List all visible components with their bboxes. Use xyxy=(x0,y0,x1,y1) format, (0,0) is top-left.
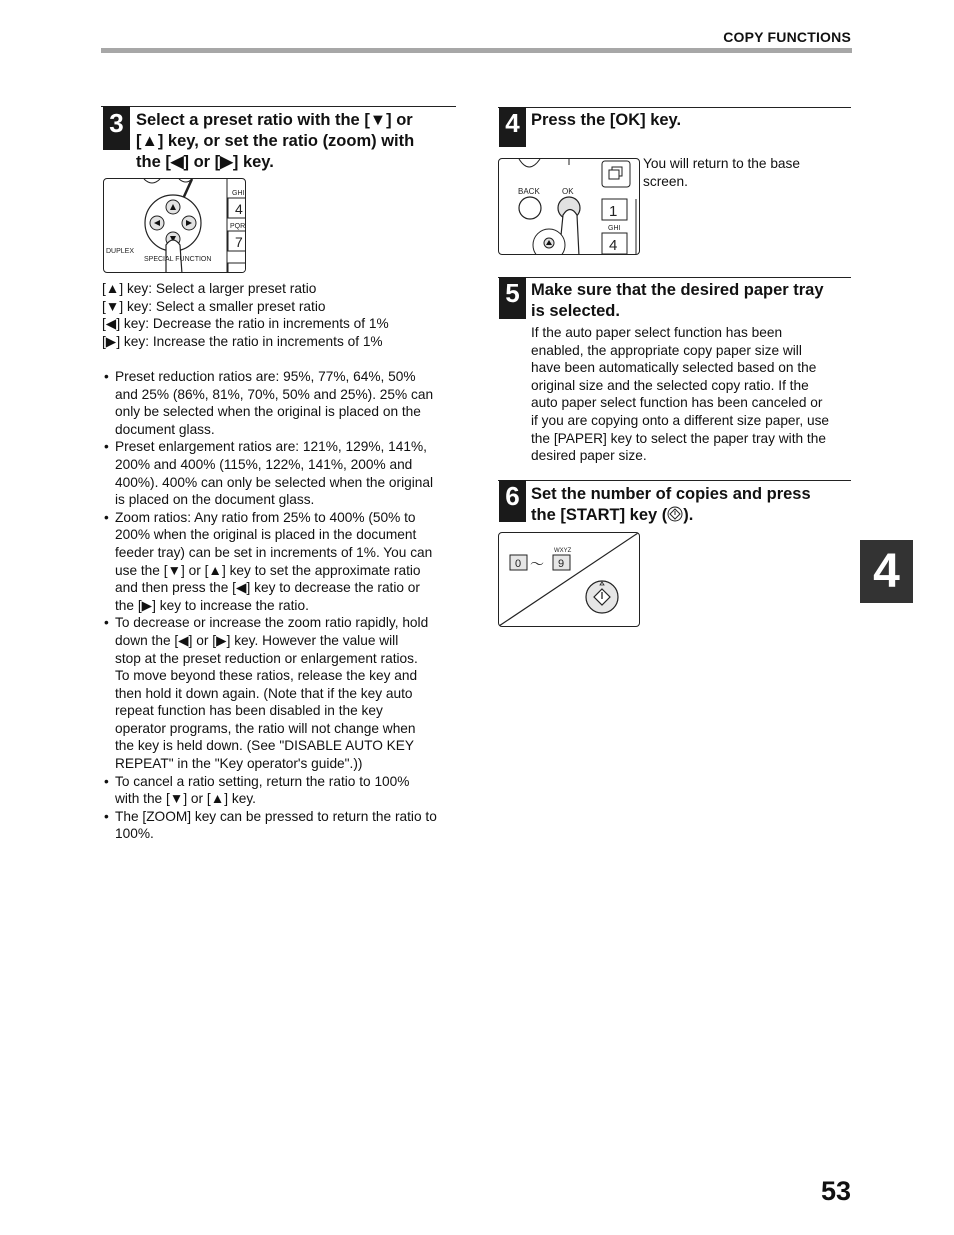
list-line: the [▶] key to increase the ratio. xyxy=(115,597,309,613)
chapter-tab: 4 xyxy=(860,540,913,603)
key-0: 0 xyxy=(515,558,522,570)
step-6-number: 6 xyxy=(499,480,526,522)
step-4-title: Press the [OK] key. xyxy=(531,111,682,129)
back-label: BACK xyxy=(518,187,540,196)
list-item xyxy=(104,368,460,438)
step-6-title xyxy=(531,484,856,526)
special-function-label: SPECIAL FUNCTION xyxy=(144,256,212,263)
list-line: • Zoom ratios: Any ratio from 25% to 400% (50% to xyxy=(115,509,416,525)
list-line: REPEAT" in the "Key operator's guide".)) xyxy=(115,756,363,772)
step-4-number: 4 xyxy=(499,107,526,147)
ok-key-illustration xyxy=(499,159,640,255)
figure-ok-key xyxy=(498,158,640,255)
list-line: the key is held down. (See "DISABLE AUTO KEY xyxy=(115,738,415,754)
step-3-title-line: the [◀] or [▶] key. xyxy=(136,153,274,171)
header-rule xyxy=(101,48,852,53)
list-line: To move beyond these ratios, release the key and xyxy=(115,668,418,684)
list-line: operator programs, the ratio will not change when xyxy=(115,720,416,736)
list-line: is placed on the document glass. xyxy=(115,492,315,508)
key-4: 4 xyxy=(235,201,243,217)
body-line: have been automatically selected based on the xyxy=(531,360,817,376)
key-description: [▼] key: Select a smaller preset ratio xyxy=(102,298,326,314)
list-line: • Preset reduction ratios are: 95%, 77%, 64%, 50% xyxy=(115,369,416,384)
step-5-title-line: Make sure that the desired paper tray xyxy=(531,281,824,299)
step-5-body xyxy=(531,324,856,465)
list-line: • Preset enlargement ratios are: 121%, 129%, 141%, xyxy=(115,439,427,455)
list-item xyxy=(104,509,460,615)
pqr-label: PQR xyxy=(230,223,246,230)
list-line: 400%). 400% can only be selected when the original xyxy=(115,474,434,490)
list-line: with the [▼] or [▲] key. xyxy=(115,791,256,807)
step-5-title xyxy=(531,280,856,322)
key-7: 7 xyxy=(235,234,243,250)
list-line: and then press the [◀] key to decrease the ratio or xyxy=(115,580,420,596)
body-line: desired paper size. xyxy=(531,448,647,464)
step-6-title-text: the [START] key ( xyxy=(531,506,668,524)
list-line: repeat function has been disabled in the key xyxy=(115,703,383,719)
step-3-title xyxy=(136,110,461,173)
figure-start-key xyxy=(498,532,640,627)
list-line: • To cancel a ratio setting, return the ratio to 100% xyxy=(115,773,410,789)
list-item xyxy=(104,614,460,772)
step-5-rule xyxy=(498,277,851,278)
list-line: feeder tray) can be set in increments of 1%. You can xyxy=(115,544,433,560)
figure-arrow-keys xyxy=(103,178,246,273)
step-3-title-line: [▲] key, or set the ratio (zoom) with xyxy=(136,132,415,150)
list-line: document glass. xyxy=(115,421,215,437)
key-description: [▲] key: Select a larger preset ratio xyxy=(102,281,317,296)
list-line: 100%. xyxy=(115,826,154,842)
key-1: 1 xyxy=(609,203,618,220)
step-6-title-line xyxy=(531,505,856,526)
body-line: auto paper select function has been canceled or xyxy=(531,395,823,411)
step-3-rule xyxy=(101,106,456,107)
key-description: [▶] key: Increase the ratio in increments of 1% xyxy=(102,334,383,350)
body-line: if you are copying onto a different size paper, use xyxy=(531,412,830,428)
ratio-notes-list xyxy=(104,368,460,843)
key-description: [◀] key: Decrease the ratio in increments of 1% xyxy=(102,316,389,332)
step-4-note: You will return to the base screen. xyxy=(643,156,800,189)
arrow-keys-illustration xyxy=(104,179,246,273)
list-item xyxy=(104,438,460,508)
step-4-rule xyxy=(498,107,851,108)
body-line: original size and the selected copy ratio. If the xyxy=(531,377,809,393)
page-number: 53 xyxy=(820,1176,851,1206)
list-line: use the [▼] or [▲] key to set the approximate ratio xyxy=(115,562,421,578)
list-line: down the [◀] or [▶] key. However the value will xyxy=(115,632,399,648)
ghi-label: GHI xyxy=(232,190,245,197)
body-line: If the auto paper select function has been xyxy=(531,325,783,340)
step-6-rule xyxy=(498,480,851,481)
ok-label: OK xyxy=(562,187,574,196)
step-5-number: 5 xyxy=(499,277,526,319)
duplex-label: DUPLEX xyxy=(106,248,135,255)
step-6-title-end: ). xyxy=(683,506,694,524)
list-line: 200% and 400% (115%, 122%, 141%, 200% and xyxy=(115,456,413,472)
list-line: then hold it down again. (Note that if the key auto xyxy=(115,685,413,701)
list-line: 200% when the original is placed in the document xyxy=(115,527,417,543)
step-3-title-line: Select a preset ratio with the [▼] or xyxy=(136,111,413,129)
ghi-label: GHI xyxy=(608,225,621,232)
body-line: enabled, the appropriate copy paper size will xyxy=(531,342,802,358)
key-4: 4 xyxy=(609,237,618,254)
list-line: • To decrease or increase the zoom ratio rapidly, hold xyxy=(115,615,429,631)
step-5-title-line: is selected. xyxy=(531,302,620,320)
header-title: COPY FUNCTIONS xyxy=(723,29,851,45)
list-item xyxy=(104,808,460,843)
tilde-symbol: 〜 xyxy=(530,556,544,572)
list-line: only be selected when the original is placed on the xyxy=(115,404,421,420)
step-3-number: 3 xyxy=(103,106,130,150)
key-descriptions xyxy=(102,280,389,351)
body-line: the [PAPER] key to select the paper tray with the xyxy=(531,430,826,446)
key-9: 9 xyxy=(558,558,565,570)
step-6-title-line: Set the number of copies and press xyxy=(531,485,811,503)
start-icon xyxy=(667,506,683,522)
list-line: • The [ZOOM] key can be pressed to return the ratio to xyxy=(115,808,437,824)
start-key-illustration xyxy=(499,533,640,627)
list-line: and 25% (86%, 81%, 70%, 50% and 25%). 25% can xyxy=(115,386,434,402)
list-line: stop at the preset reduction or enlargement ratios. xyxy=(115,650,418,666)
wxyz-label: WXYZ xyxy=(554,548,572,554)
list-item xyxy=(104,773,460,808)
